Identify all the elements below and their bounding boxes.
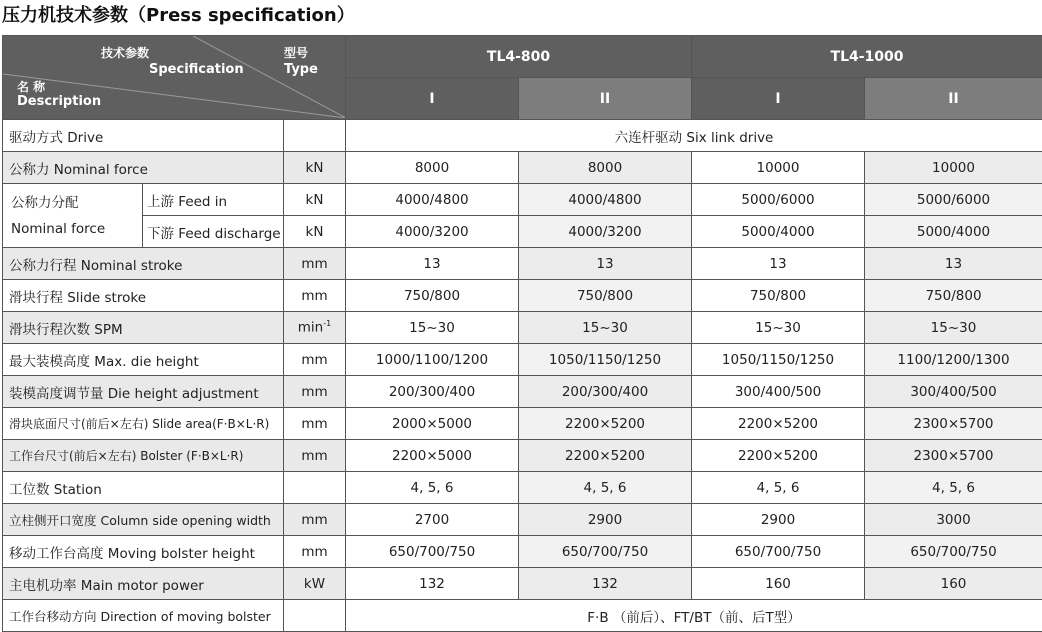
row-label: 工位数 Station (3, 472, 284, 504)
row-nominal-stroke (3, 248, 1042, 280)
table-cell: 1050/1150/1250 (692, 344, 865, 376)
table-cell: 15~30 (692, 312, 865, 344)
table-cell: 160 (865, 568, 1042, 600)
row-unit: mm (284, 536, 346, 568)
table-cell: 2900 (692, 504, 865, 536)
table-cell: 1000/1100/1200 (346, 344, 519, 376)
spec-table (2, 35, 1042, 632)
row-group-label (3, 184, 143, 248)
table-cell: 4000/3200 (346, 216, 519, 248)
version-header: I (692, 78, 865, 120)
row-unit: mm (284, 504, 346, 536)
table-cell: 13 (346, 248, 519, 280)
row-unit: kN (284, 184, 346, 216)
table-cell: 132 (519, 568, 692, 600)
row-unit: mm (284, 344, 346, 376)
table-cell: 1050/1150/1250 (519, 344, 692, 376)
table-cell: 13 (865, 248, 1042, 280)
row-die-adjust (3, 376, 1042, 408)
row-feed-in (3, 184, 1042, 216)
table-cell: 160 (692, 568, 865, 600)
model-header-tl4-800: TL4-800 (346, 36, 692, 78)
table-cell: 750/800 (519, 280, 692, 312)
row-bolster-direction (3, 600, 1042, 632)
row-unit: kN (284, 216, 346, 248)
row-column-opening (3, 504, 1042, 536)
row-unit: mm (284, 248, 346, 280)
version-header: II (519, 78, 692, 120)
unit-base: min (298, 320, 323, 336)
row-label: 移动工作台高度 Moving bolster height (3, 536, 284, 568)
table-cell: 2200×5200 (519, 408, 692, 440)
table-cell: 300/400/500 (865, 376, 1042, 408)
table-cell: 3000 (865, 504, 1042, 536)
table-cell: 200/300/400 (519, 376, 692, 408)
row-label: 公称力行程 Nominal stroke (3, 248, 284, 280)
table-cell: 4000/4800 (346, 184, 519, 216)
row-feed-discharge (3, 216, 1042, 248)
row-unit (284, 600, 346, 632)
table-cell: 15~30 (519, 312, 692, 344)
row-label: 滑块行程次数 SPM (3, 312, 284, 344)
row-sub-label: 上游 Feed in (143, 184, 284, 216)
table-cell: 2000×5000 (346, 408, 519, 440)
row-drive (3, 120, 1042, 152)
type-label-en: Type (284, 63, 318, 77)
spec-label-cn: 技术参数 (101, 46, 149, 60)
row-value-merged: 六连杆驱动 Six link drive (346, 120, 1042, 152)
row-nominal-force (3, 152, 1042, 184)
header-corner (3, 36, 346, 120)
version-header: I (346, 78, 519, 120)
row-slide-stroke (3, 280, 1042, 312)
row-unit: mm (284, 376, 346, 408)
table-cell: 650/700/750 (692, 536, 865, 568)
table-cell: 650/700/750 (865, 536, 1042, 568)
table-cell: 2900 (519, 504, 692, 536)
spec-label-en: Specification (149, 63, 244, 77)
version-header: II (865, 78, 1042, 120)
table-cell: 15~30 (346, 312, 519, 344)
group-label-cn: 公称力分配 (11, 190, 142, 216)
row-label: 工作台移动方向 Direction of moving bolster (3, 600, 284, 632)
table-cell: 4000/3200 (519, 216, 692, 248)
row-value-merged: F·B （前后）、FT/BT（前、后T型） (346, 600, 1042, 632)
row-sub-label: 下游 Feed discharge (143, 216, 284, 248)
model-header-tl4-1000: TL4-1000 (692, 36, 1042, 78)
table-cell: 13 (519, 248, 692, 280)
row-unit (284, 472, 346, 504)
table-cell: 750/800 (346, 280, 519, 312)
row-unit (284, 312, 346, 344)
row-unit: kN (284, 152, 346, 184)
description-label-en: Description (17, 95, 101, 109)
row-label: 最大装模高度 Max. die height (3, 344, 284, 376)
table-cell: 5000/6000 (865, 184, 1042, 216)
row-slide-area (3, 408, 1042, 440)
row-unit (284, 120, 346, 152)
unit-exponent: -1 (323, 319, 331, 328)
table-cell: 650/700/750 (346, 536, 519, 568)
table-cell: 4, 5, 6 (346, 472, 519, 504)
table-cell: 8000 (346, 152, 519, 184)
table-cell: 5000/4000 (865, 216, 1042, 248)
table-cell: 650/700/750 (519, 536, 692, 568)
table-cell: 1100/1200/1300 (865, 344, 1042, 376)
table-cell: 750/800 (865, 280, 1042, 312)
table-cell: 2200×5200 (692, 440, 865, 472)
table-cell: 2300×5700 (865, 408, 1042, 440)
table-cell: 10000 (865, 152, 1042, 184)
group-label-en: Nominal force (11, 216, 142, 242)
row-unit: mm (284, 280, 346, 312)
row-unit: kW (284, 568, 346, 600)
header-row-models (3, 36, 1042, 78)
table-cell: 4000/4800 (519, 184, 692, 216)
row-label: 主电机功率 Main motor power (3, 568, 284, 600)
table-cell: 4, 5, 6 (865, 472, 1042, 504)
row-moving-bolster-height (3, 536, 1042, 568)
row-bolster (3, 440, 1042, 472)
table-cell: 2200×5000 (346, 440, 519, 472)
table-cell: 5000/4000 (692, 216, 865, 248)
table-cell: 132 (346, 568, 519, 600)
table-cell: 4, 5, 6 (692, 472, 865, 504)
row-spm (3, 312, 1042, 344)
description-label-cn: 名 称 (17, 80, 45, 94)
row-label: 装模高度调节量 Die height adjustment (3, 376, 284, 408)
row-label: 滑块底面尺寸(前后×左右) Slide area(F·B×L·R) (3, 408, 284, 440)
table-cell: 15~30 (865, 312, 1042, 344)
row-label: 工作台尺寸(前后×左右) Bolster (F·B×L·R) (3, 440, 284, 472)
row-unit: mm (284, 408, 346, 440)
table-cell: 200/300/400 (346, 376, 519, 408)
page-title: 压力机技术参数（Press specification） (2, 2, 355, 30)
table-cell: 2200×5200 (692, 408, 865, 440)
row-label: 滑块行程 Slide stroke (3, 280, 284, 312)
row-station (3, 472, 1042, 504)
row-motor-power (3, 568, 1042, 600)
table-cell: 8000 (519, 152, 692, 184)
table-cell: 2300×5700 (865, 440, 1042, 472)
table-cell: 750/800 (692, 280, 865, 312)
row-label: 公称力 Nominal force (3, 152, 284, 184)
row-die-height (3, 344, 1042, 376)
table-cell: 2700 (346, 504, 519, 536)
table-cell: 5000/6000 (692, 184, 865, 216)
table-cell: 13 (692, 248, 865, 280)
row-label: 立柱侧开口宽度 Column side opening width (3, 504, 284, 536)
row-unit: mm (284, 440, 346, 472)
table-cell: 300/400/500 (692, 376, 865, 408)
table-cell: 4, 5, 6 (519, 472, 692, 504)
table-cell: 2200×5200 (519, 440, 692, 472)
table-cell: 10000 (692, 152, 865, 184)
row-label: 驱动方式 Drive (3, 120, 284, 152)
type-label-cn: 型号 (284, 46, 308, 60)
